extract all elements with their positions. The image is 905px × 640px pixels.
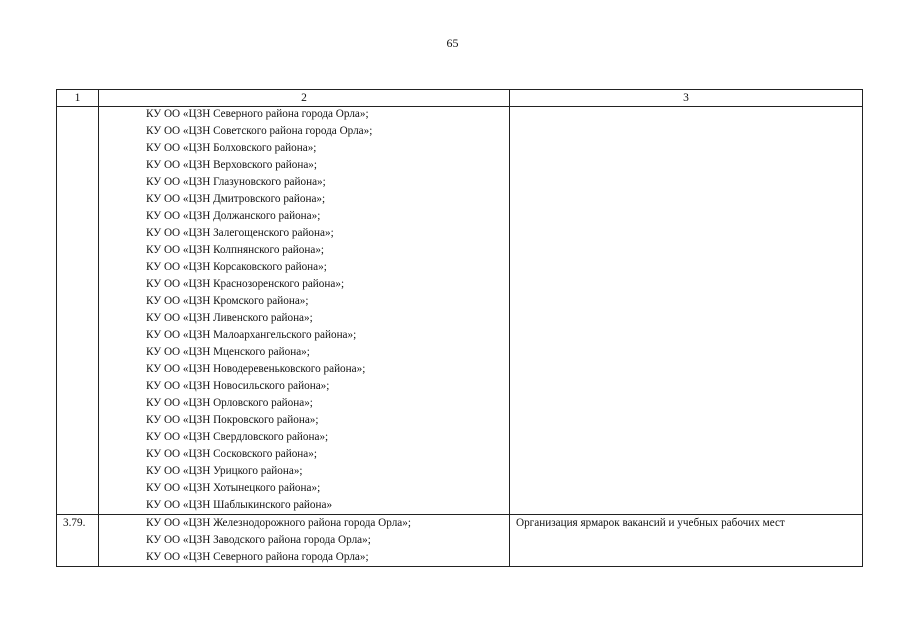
organization-item: КУ ОО «ЦЗН Заводского района города Орла»;: [146, 534, 371, 546]
table-row: [57, 107, 863, 515]
organization-item: КУ ОО «ЦЗН Орловского района»;: [146, 397, 313, 409]
column-header-2: 2: [99, 90, 510, 107]
row-number-cell: [57, 107, 99, 515]
column-header-1: 1: [57, 90, 99, 107]
organization-item: КУ ОО «ЦЗН Залегощенского района»;: [146, 227, 334, 239]
organization-item: КУ ОО «ЦЗН Северного района города Орла»;: [146, 551, 369, 563]
organization-item: КУ ОО «ЦЗН Мценского района»;: [146, 346, 310, 358]
organization-item: КУ ОО «ЦЗН Хотынецкого района»;: [146, 482, 321, 494]
organization-item: КУ ОО «ЦЗН Краснозоренского района»;: [146, 278, 345, 290]
organization-item: КУ ОО «ЦЗН Верховского района»;: [146, 159, 317, 171]
organization-item: КУ ОО «ЦЗН Дмитровского района»;: [146, 193, 326, 205]
organization-item: КУ ОО «ЦЗН Колпнянского района»;: [146, 244, 325, 256]
organization-item: КУ ОО «ЦЗН Покровского района»;: [146, 414, 319, 426]
row-number-cell: [57, 515, 99, 567]
organization-item: КУ ОО «ЦЗН Советского района города Орла»;: [146, 125, 373, 137]
organization-item: КУ ОО «ЦЗН Корсаковского района»;: [146, 261, 327, 273]
organization-list-cell: [99, 107, 510, 515]
organization-item: КУ ОО «ЦЗН Северного района города Орла»;: [146, 108, 369, 120]
organization-item: КУ ОО «ЦЗН Новодеревеньковского района»;: [146, 363, 366, 375]
organization-item: КУ ОО «ЦЗН Сосковского района»;: [146, 448, 317, 460]
description-cell: [510, 107, 863, 515]
page-number: 65: [446, 36, 459, 50]
organization-item: КУ ОО «ЦЗН Свердловского района»;: [146, 431, 329, 443]
organization-item: КУ ОО «ЦЗН Должанского района»;: [146, 210, 321, 222]
description-text: Организация ярмарок вакансий и учебных рабочих мест: [516, 517, 785, 529]
organization-item: КУ ОО «ЦЗН Ливенского района»;: [146, 312, 313, 324]
organization-item: КУ ОО «ЦЗН Глазуновского района»;: [146, 176, 326, 188]
organization-list-cell: [99, 515, 510, 567]
organization-item: КУ ОО «ЦЗН Шаблыкинского района»: [146, 499, 333, 511]
row-number: 3.79.: [63, 517, 86, 529]
organization-item: КУ ОО «ЦЗН Урицкого района»;: [146, 465, 303, 477]
column-header-3: 3: [510, 90, 863, 107]
organization-item: КУ ОО «ЦЗН Кромского района»;: [146, 295, 309, 307]
document-table: [56, 89, 863, 567]
table-header-row: [57, 90, 863, 107]
organization-item: КУ ОО «ЦЗН Железнодорожного района города Орла»;: [146, 517, 411, 529]
organization-item: КУ ОО «ЦЗН Болховского района»;: [146, 142, 317, 154]
description-cell: [510, 515, 863, 567]
organization-item: КУ ОО «ЦЗН Новосильского района»;: [146, 380, 330, 392]
organization-item: КУ ОО «ЦЗН Малоархангельского района»;: [146, 329, 357, 341]
table-row: [57, 515, 863, 567]
